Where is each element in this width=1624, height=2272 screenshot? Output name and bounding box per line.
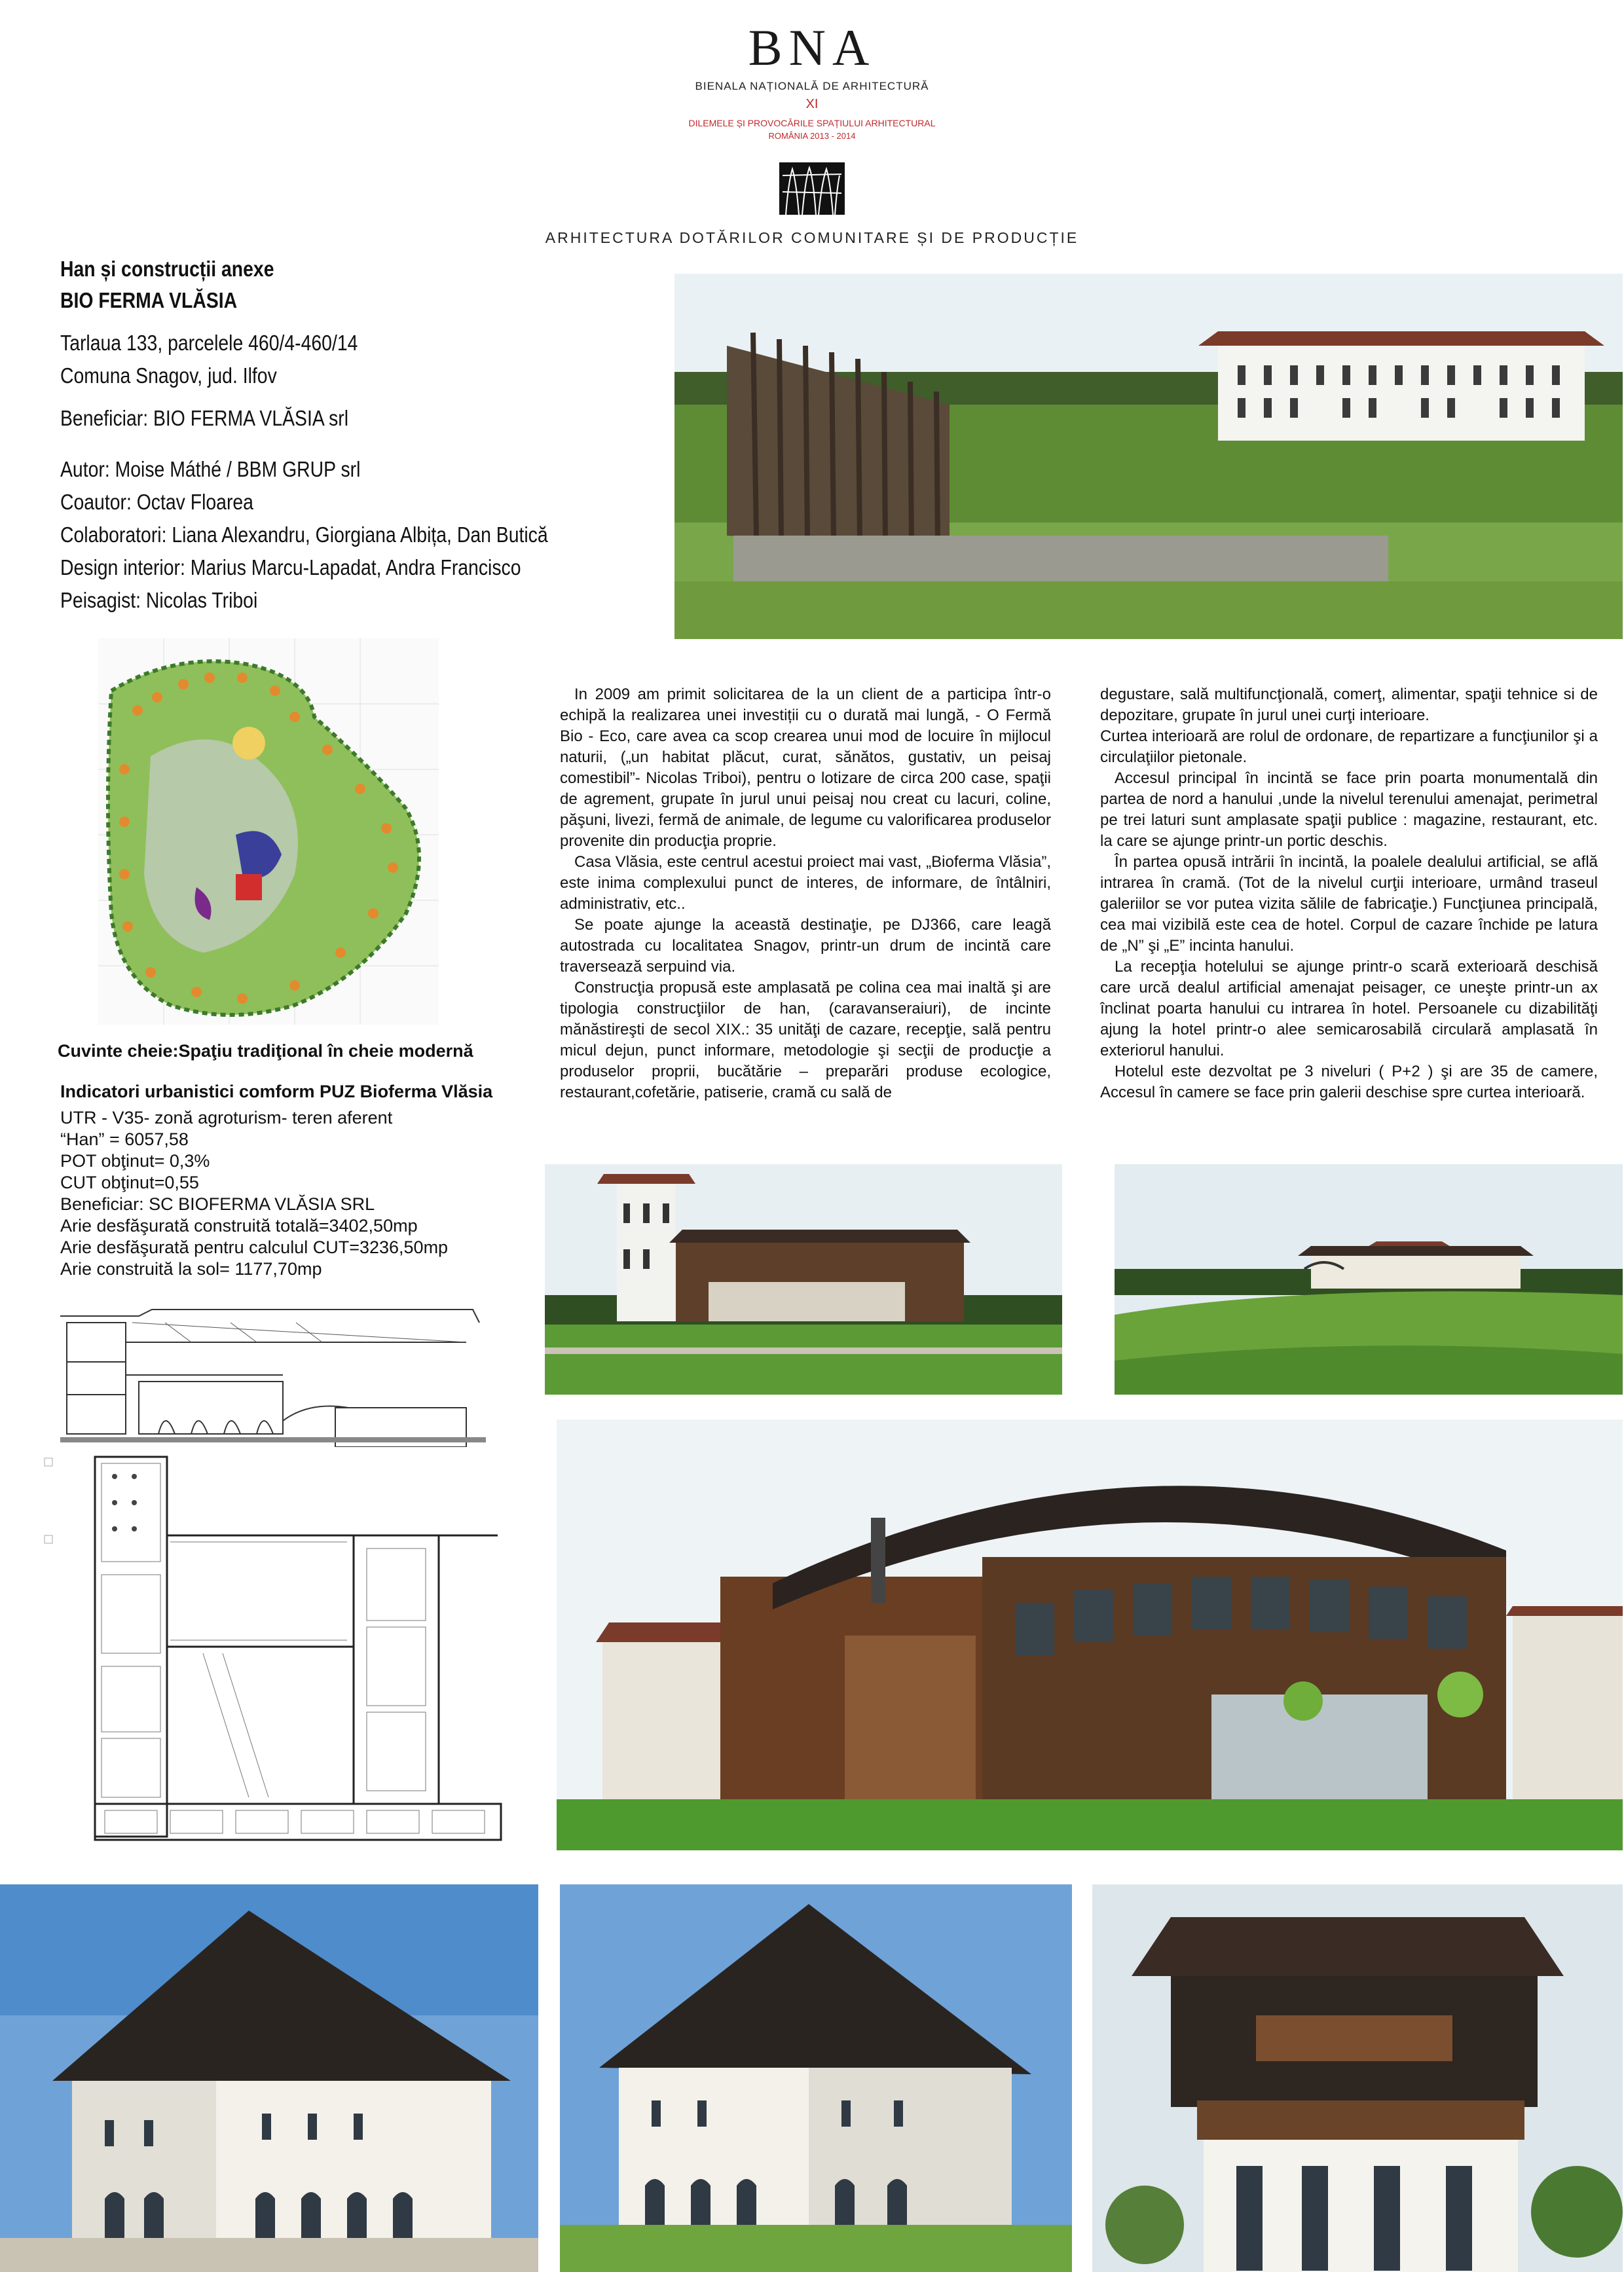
body-paragraph: Curtea interioară are rolul de ordonare, de repartizare a funcţiunilor şi a circulaţiilor pietonale. (1100, 727, 1598, 766)
period-label: ROMÂNIA 2013 - 2014 (768, 131, 856, 141)
bienala-label: BIENALA NAȚIONALĂ DE ARHITECTURĂ (695, 80, 929, 92)
body-paragraph: Se poate ajunge la această destinaţie, pe DJ366, care leagă autostrada cu localitatea Snagov, printr-un drum de incintă care traversează serpuind via. (560, 916, 1051, 976)
indicator-line: Arie desfăşurată construită totală=3402,50mp (60, 1216, 418, 1236)
body-paragraph: Construcţia propusă este amplasată pe colina cea mai inaltă şi are tipologia construcţiilor de han, (caravanseraiuri), de incinte mănăstireşti de secol XIX.: 35 unităţi de cazare, recepţie, sală pentru micul dejun, punct informare, metodologie şi secţii de producţie a produselor proprii, bucătărie – preparări produse ecologice, restaurant,cofetărie, patiserie, cramă cu sală de (560, 979, 1051, 1101)
indicator-line: Arie desfăşurată pentru calculul CUT=3236,50mp (60, 1237, 449, 1257)
indicator-line: UTR - V35- zonă agroturism- teren aferent (60, 1108, 393, 1127)
address-line: Comuna Snagov, jud. Ilfov (60, 363, 277, 388)
photo-hotel-corner-2 (560, 1884, 1072, 2272)
body-paragraph: degustare, sală multifuncţională, comerţ, alimentar, spaţii tehnice si de depozitare, grupate în jurul unei curţi interioare. (1100, 686, 1598, 724)
indicator-line: CUT obţinut=0,55 (60, 1173, 199, 1192)
photo-tower-facade (1092, 1884, 1623, 2272)
address-line: Tarlaua 133, parcelele 460/4-460/14 (60, 331, 358, 355)
photo-tower-building (545, 1164, 1062, 1395)
indicator-line: POT obţinut= 0,3% (60, 1151, 210, 1171)
credit-line: Coautor: Octav Floarea (60, 490, 253, 514)
section-drawing (60, 1303, 486, 1447)
photo-building-on-hill (1115, 1164, 1623, 1395)
theme-label: DILEMELE ȘI PROVOCĂRILE SPAȚIULUI ARHITECTURAL (688, 118, 936, 128)
body-paragraph: In 2009 am primit solicitarea de la un client de a participa într-o echipă la realizarea unei investiții cu o durată mai lungă, - O Fermă Bio - Eco, care avea ca scop crearea unui mod de locuire în mijlocul naturii, („un habitat plăcut, curat, sănătos, gustativ, un peisaj comestibil”- Nicolas Triboi), pentru o lotizare de circa 200 case, spaţii de agrement, grupate în jurul unui peisaj nou creat cu lacuri, coline, păşuni, livezi, fermă de animale, de legume cu valorificarea produselor provenite din producţia proprie. (560, 686, 1051, 850)
section-title: ARHITECTURA DOTĂRILOR COMUNITARE ȘI DE PRODUCȚIE (545, 229, 1079, 246)
photo-curved-roof-hall (557, 1420, 1623, 1850)
keywords-line: Cuvinte cheie:Spaţiu tradiţional în cheie modernă (58, 1041, 473, 1061)
body-paragraph: Hotelul este dezvoltat pe 3 niveluri ( P+2 ) şi are 35 de camere, Accesul în camere se face prin galerii deschise spre curtea interioară. (1100, 1063, 1598, 1101)
credit-line: Design interior: Marius Marcu-Lapadat, Andra Francisco (60, 555, 521, 579)
indicators-title: Indicatori urbanistici comform PUZ Bioferma Vlăsia (60, 1082, 493, 1101)
credit-line: Autor: Moise Máthé / BBM GRUP srl (60, 457, 361, 481)
body-paragraph: La recepţia hotelului se ajunge printr-o scară exterioară deschisă care urcă dealul artificial amenajat peisager, ce uneşte printr-un ax înclinat poarta hanului cu intrarea în hotel. Persoanele cu dizabilităţi ajung la hotel printr-o alee semicarosabilă circulară amplasată în exteriorul hanului. (1100, 958, 1598, 1059)
bna-logo: BNA (748, 19, 876, 76)
hero-photo-fence (674, 274, 1623, 639)
floor-plan-drawing (39, 1450, 517, 1850)
bna-emblem-icon (773, 156, 851, 221)
indicator-line: Beneficiar: SC BIOFERMA VLĂSIA SRL (60, 1194, 375, 1214)
credit-line: Colaboratori: Liana Alexandru, Giorgiana Albița, Dan Butică (60, 522, 548, 547)
beneficiar-line: Beneficiar: BIO FERMA VLĂSIA srl (60, 406, 349, 430)
body-paragraph: Accesul principal în incintă se face prin poarta monumentală din partea de nord a hanului ,unde la nivelul terenului amenajat, perimetral pe trei laturi sunt amplasate spaţii publice : magazine, restaurant, etc. la care se ajunge printr-un portic deschis. (1100, 769, 1598, 850)
project-title: Han și construcții anexe (60, 257, 274, 281)
site-plan-drawing (98, 638, 439, 1025)
body-text-column-2 (1100, 684, 1598, 1103)
body-paragraph: În partea opusă intrării în incintă, la poalele dealului artificial, se află intrarea în cramă. (Tot de la nivelul curţii interioare, urmând traseul galeriilor se vor putea vizita sălile de fabricaţie.) Funcţiunea principală, cea mai vizibilă este cea de hotel. Corpul de cazare închide pe latura de „N” şi „E” incinta hanului. (1100, 853, 1598, 955)
body-text-column-1 (560, 684, 1051, 1103)
edition-label: XI (805, 97, 819, 111)
indicator-line: “Han” = 6057,58 (60, 1129, 189, 1149)
credit-line: Peisagist: Nicolas Triboi (60, 588, 258, 612)
indicator-line: Arie construită la sol= 1177,70mp (60, 1259, 322, 1279)
body-paragraph: Casa Vlăsia, este centrul acestui proiect mai vast, „Bioferma Vlăsia”, este inima complexului punct de interes, de informare, de întâlniri, administrativ, etc.. (560, 853, 1051, 913)
project-name: BIO FERMA VLĂSIA (60, 288, 238, 312)
photo-hotel-corner-1 (0, 1884, 538, 2272)
